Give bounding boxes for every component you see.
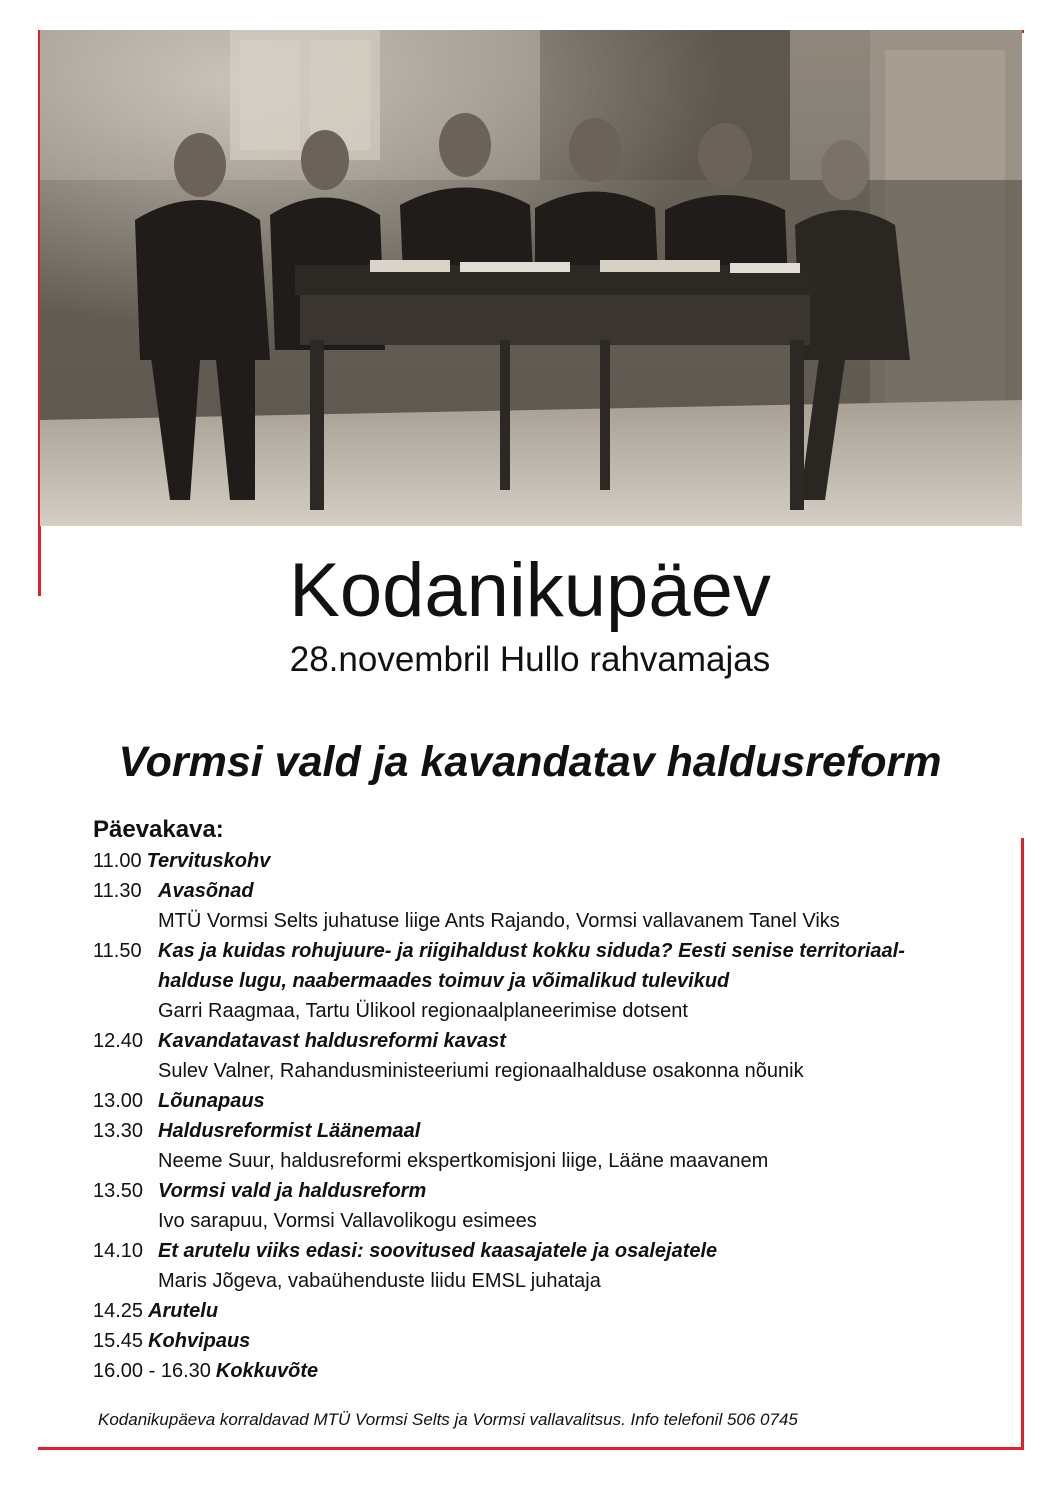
agenda-speaker: Sulev Valner, Rahandusministeeriumi regionaalhalduse osakonna nõunik — [158, 1060, 804, 1082]
agenda-time: 12.40 — [93, 1030, 144, 1052]
agenda-title: Lõunapaus — [158, 1090, 265, 1112]
agenda-item — [93, 846, 993, 876]
agenda-item — [93, 1296, 993, 1326]
agenda-title: Arutelu — [148, 1300, 219, 1322]
agenda-title: Et arutelu viiks edasi: soovitused kaasajatele ja osalejatele — [158, 1240, 718, 1262]
agenda-title: Tervituskohv — [146, 850, 271, 872]
agenda-title-continuation: halduse lugu, naabermaades toimuv ja võimalikud tulevikud — [158, 970, 730, 992]
agenda-time: 13.50 — [93, 1180, 144, 1202]
agenda-title: Avasõnad — [158, 880, 254, 902]
agenda-title: Kohvipaus — [148, 1330, 251, 1352]
poster-subtitle: 28.novembril Hullo rahvamajas — [289, 640, 771, 679]
agenda-item — [93, 1356, 993, 1386]
agenda-time: 11.00 — [93, 850, 142, 872]
agenda-time: 14.25 — [93, 1300, 144, 1322]
agenda-time: 15.45 — [93, 1330, 144, 1352]
agenda-title: Kokkuvõte — [215, 1360, 319, 1382]
poster-title: Kodanikupäev — [289, 548, 771, 633]
agenda-speaker: Ivo sarapuu, Vormsi Vallavolikogu esimees — [158, 1210, 537, 1232]
agenda-time: 11.30 — [93, 880, 142, 902]
poster-headline: Vormsi vald ja kavandatav haldusreform — [118, 738, 942, 786]
agenda-title: Kas ja kuidas rohujuure- ja riigihaldust kokku siduda? Eesti senise territoriaal- — [158, 940, 905, 962]
agenda — [93, 814, 993, 1386]
agenda-item — [93, 876, 993, 906]
footer-note: Kodanikupäeva korraldavad MTÜ Vormsi Selts ja Vormsi vallavalitsus. Info telefonil 506 0745 — [98, 1410, 798, 1429]
agenda-time: 13.30 — [93, 1120, 144, 1142]
agenda-heading: Päevakava: — [93, 816, 224, 843]
agenda-title: Haldusreformist Läänemaal — [158, 1120, 421, 1142]
agenda-title: Vormsi vald ja haldusreform — [158, 1180, 427, 1202]
agenda-item — [93, 1086, 993, 1116]
agenda-speaker: Neeme Suur, haldusreformi ekspertkomisjoni liige, Lääne maavanem — [158, 1150, 769, 1172]
agenda-speaker: Garri Raagmaa, Tartu Ülikool regionaalplaneerimise dotsent — [158, 1000, 688, 1022]
agenda-time: 11.50 — [93, 940, 142, 962]
agenda-item — [93, 1026, 993, 1056]
group-photo — [40, 30, 1022, 526]
agenda-title: Kavandatavast haldusreformi kavast — [158, 1030, 506, 1052]
agenda-item — [93, 936, 993, 966]
agenda-time: 16.00 - 16.30 — [93, 1360, 211, 1382]
agenda-speaker: MTÜ Vormsi Selts juhatuse liige Ants Rajando, Vormsi vallavanem Tanel Viks — [158, 910, 840, 932]
bottom-red-rule — [38, 1447, 1024, 1450]
agenda-item — [93, 1236, 993, 1266]
agenda-time: 14.10 — [93, 1240, 144, 1262]
agenda-item — [93, 1176, 993, 1206]
agenda-item — [93, 1326, 993, 1356]
agenda-speaker: Maris Jõgeva, vabaühenduste liidu EMSL juhataja — [158, 1270, 601, 1292]
agenda-time: 13.00 — [93, 1090, 144, 1112]
right-red-rule — [1021, 838, 1024, 1450]
agenda-item — [93, 1116, 993, 1146]
